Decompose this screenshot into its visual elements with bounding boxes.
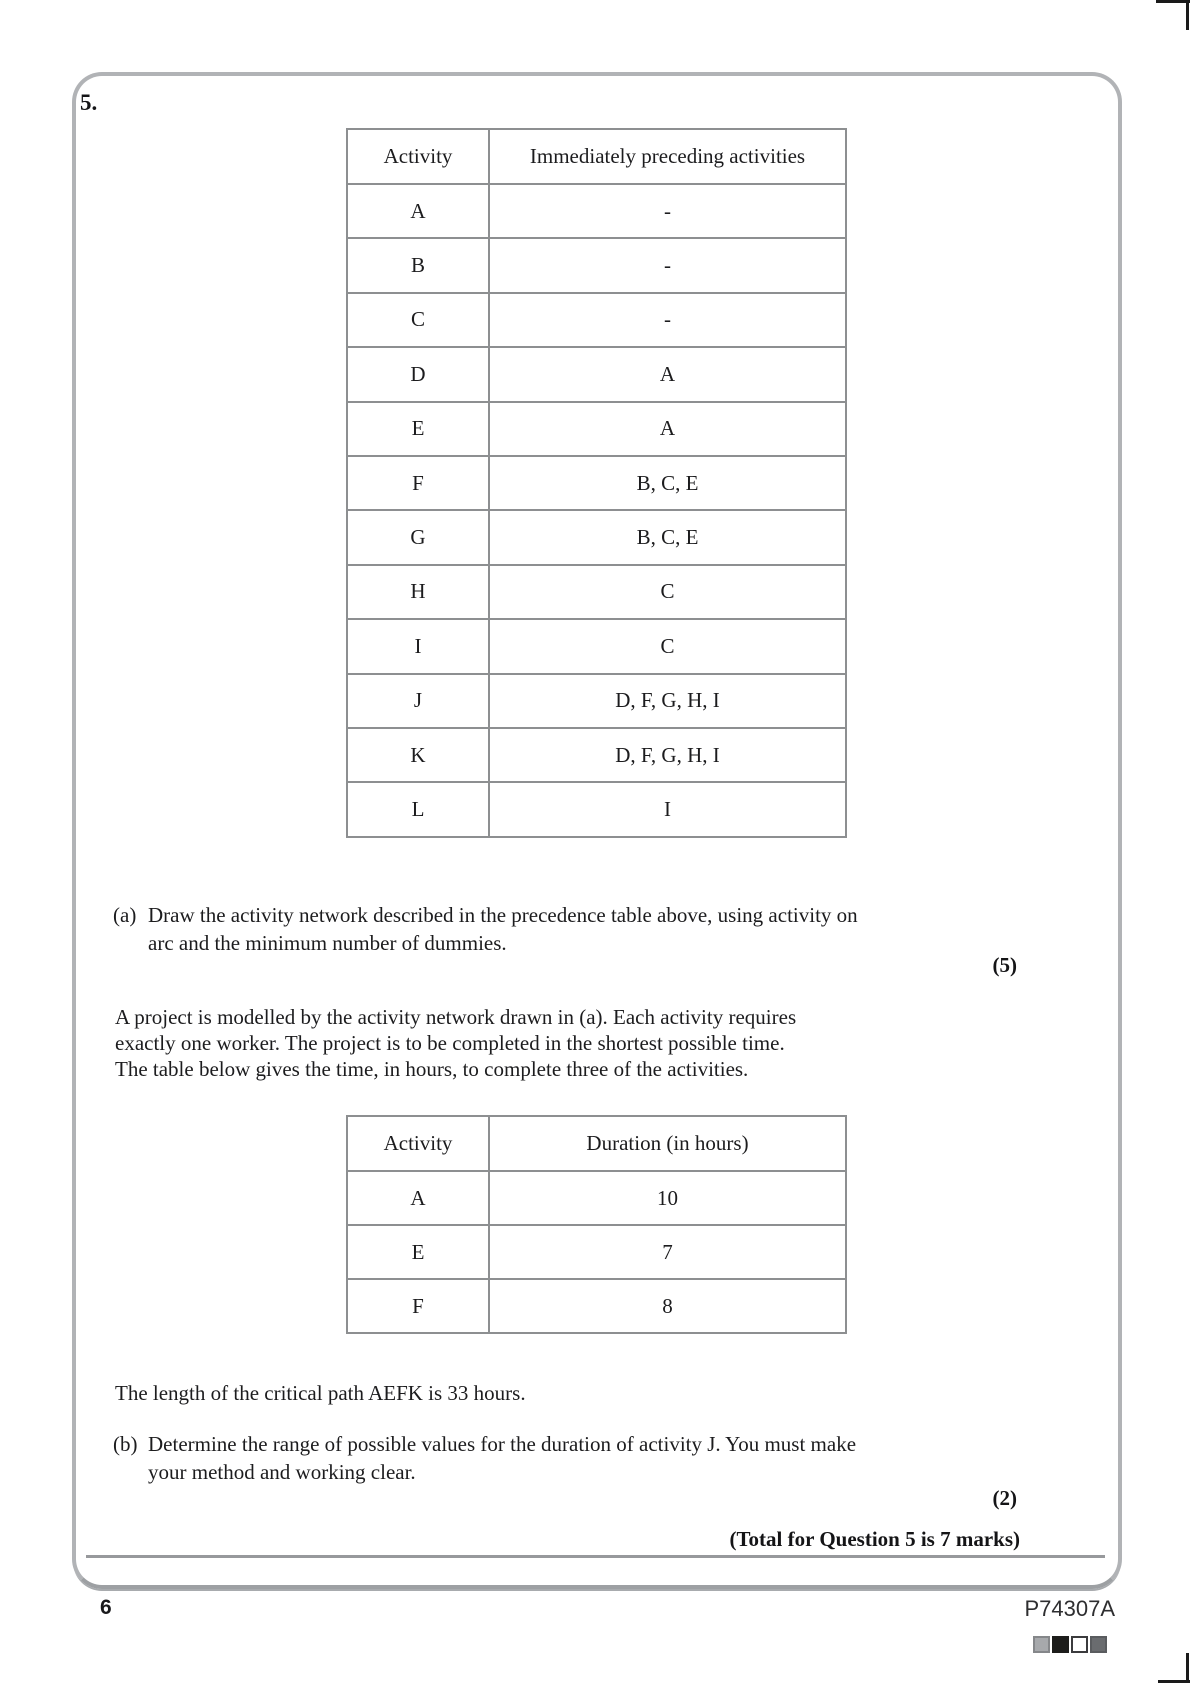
activity-cell: J: [347, 674, 489, 728]
preceding-cell: A: [489, 402, 846, 456]
part-a-marks: (5): [992, 953, 1017, 977]
table-row: [347, 1171, 846, 1225]
activity-cell: F: [347, 1279, 489, 1333]
activity-cell: H: [347, 565, 489, 619]
preceding-cell: B, C, E: [489, 456, 846, 510]
part-b-line-2: your method and working clear.: [148, 1460, 416, 1484]
duration-header-activity: Activity: [347, 1116, 489, 1171]
paper-code: P74307A: [1024, 1596, 1115, 1621]
precedence-header-activity: Activity: [347, 129, 489, 184]
table-row: [347, 728, 846, 782]
part-b-text: [148, 1430, 856, 1486]
activity-cell: K: [347, 728, 489, 782]
activity-cell: A: [347, 1171, 489, 1225]
print-progress-squares: [1033, 1636, 1107, 1653]
paragraph-line-2: exactly one worker. The project is to be completed in the shortest possible time.: [115, 1031, 785, 1055]
preceding-cell: D, F, G, H, I: [489, 728, 846, 782]
table-row: [347, 347, 846, 401]
precedence-header-preceding: Immediately preceding activities: [489, 129, 846, 184]
part-a-question: [113, 901, 858, 957]
table-row: [347, 184, 846, 238]
precedence-table: [346, 128, 847, 838]
duration-cell: 10: [489, 1171, 846, 1225]
paragraph-line-3: The table below gives the time, in hours, to complete three of the activities.: [115, 1057, 749, 1081]
crop-mark-bottom-right-vertical: [1186, 1653, 1189, 1683]
project-paragraph: [115, 1004, 796, 1082]
part-a-label: (a): [113, 903, 137, 927]
preceding-cell: I: [489, 782, 846, 836]
crop-mark-top-right-horizontal: [1156, 0, 1190, 3]
table-row: [347, 238, 846, 292]
critical-path-note: The length of the critical path AEFK is 33 hours.: [115, 1381, 526, 1405]
preceding-cell: B, C, E: [489, 510, 846, 564]
table-row: [347, 402, 846, 456]
table-row: [347, 510, 846, 564]
part-b-question: [113, 1430, 856, 1486]
activity-cell: E: [347, 1225, 489, 1279]
table-row: [347, 293, 846, 347]
progress-square-4: [1090, 1636, 1107, 1653]
activity-cell: D: [347, 347, 489, 401]
activity-cell: A: [347, 184, 489, 238]
activity-cell: E: [347, 402, 489, 456]
precedence-table-header-row: [347, 129, 846, 184]
progress-square-3: [1071, 1636, 1088, 1653]
table-row: [347, 456, 846, 510]
preceding-cell: C: [489, 565, 846, 619]
preceding-cell: A: [489, 347, 846, 401]
part-b-label: (b): [113, 1432, 138, 1456]
part-a-line-1: Draw the activity network described in the precedence table above, using activity on: [148, 903, 858, 927]
part-a-line-2: arc and the minimum number of dummies.: [148, 931, 507, 955]
table-row: [347, 782, 846, 836]
activity-cell: G: [347, 510, 489, 564]
preceding-cell: C: [489, 619, 846, 673]
table-row: [347, 674, 846, 728]
preceding-cell: -: [489, 293, 846, 347]
part-b-marks: (2): [992, 1486, 1017, 1510]
activity-cell: I: [347, 619, 489, 673]
preceding-cell: -: [489, 184, 846, 238]
duration-header-duration: Duration (in hours): [489, 1116, 846, 1171]
total-marks-line: (Total for Question 5 is 7 marks): [729, 1527, 1020, 1551]
table-row: [347, 619, 846, 673]
progress-square-1: [1033, 1636, 1050, 1653]
activity-cell: L: [347, 782, 489, 836]
footer-divider-line: [86, 1555, 1105, 1558]
preceding-cell: D, F, G, H, I: [489, 674, 846, 728]
activity-cell: F: [347, 456, 489, 510]
table-row: [347, 565, 846, 619]
preceding-cell: -: [489, 238, 846, 292]
part-b-line-1: Determine the range of possible values for the duration of activity J. You must make: [148, 1432, 857, 1456]
paragraph-line-1: A project is modelled by the activity network drawn in (a). Each activity requires: [115, 1005, 797, 1029]
table-row: [347, 1225, 846, 1279]
part-a-text: [148, 901, 858, 957]
activity-cell: C: [347, 293, 489, 347]
page-number: 6: [100, 1596, 112, 1619]
crop-mark-top-right-vertical: [1186, 0, 1189, 30]
progress-square-2: [1052, 1636, 1069, 1653]
duration-table: [346, 1115, 847, 1334]
duration-table-header-row: [347, 1116, 846, 1171]
duration-cell: 7: [489, 1225, 846, 1279]
duration-cell: 8: [489, 1279, 846, 1333]
table-row: [347, 1279, 846, 1333]
question-number: 5.: [80, 90, 98, 115]
activity-cell: B: [347, 238, 489, 292]
